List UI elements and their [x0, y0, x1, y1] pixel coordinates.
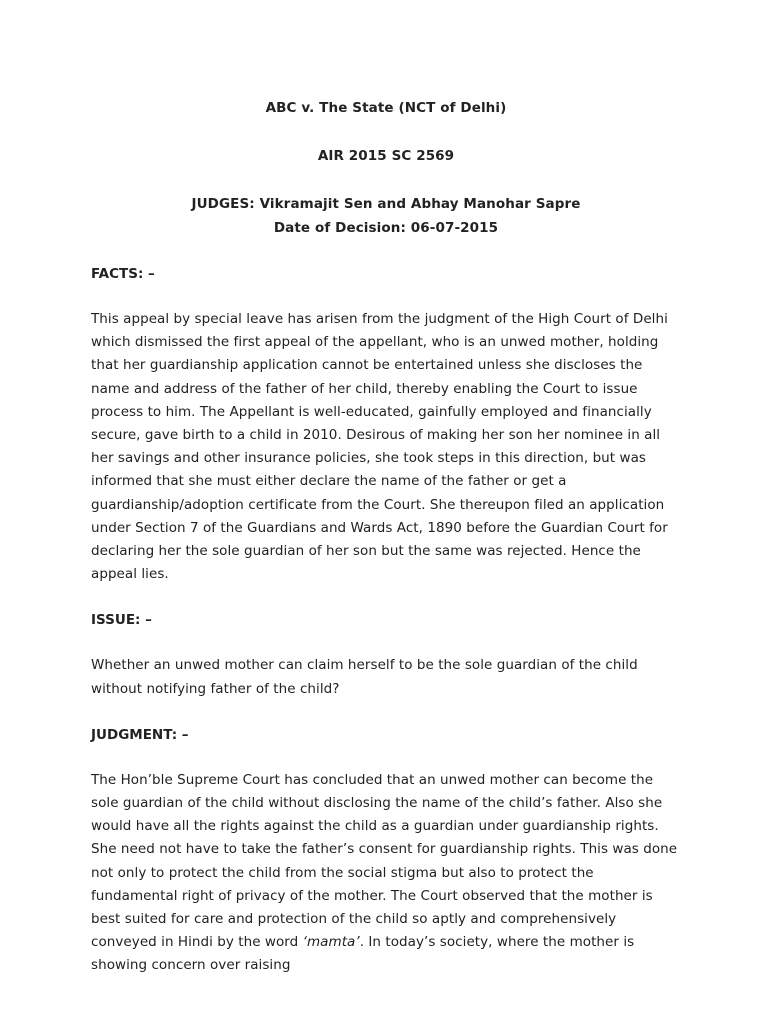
judgment-heading: JUDGMENT: – — [91, 726, 189, 743]
judgment-text-start: The Hon’ble Supreme Court has concluded that an unwed mother can become the sole guardian of the child without disclosing the name of the child’s father. Also she would have all the rights against the child as a guardian under guardianship rights. She need not have to take the father’s consent for guardianship rights. This was done not only to protect the child from the social stigma but also to protect the fundamental right of privacy of the mother. The Court observed that the mother is best suited for care and protection of the child so aptly and comprehensively conveyed in Hindi by the word — [91, 771, 678, 951]
case-judges: JUDGES: Vikramajit Sen and Abhay Manohar Sapre — [191, 196, 581, 212]
case-title: ABC v. The State (NCT of Delhi) — [265, 100, 507, 116]
document-page — [91, 96, 681, 978]
facts-heading: FACTS: – — [91, 266, 155, 282]
case-citation: AIR 2015 SC 2569 — [317, 148, 455, 164]
facts-paragraph: This appeal by special leave has arisen from the judgment of the High Court of Delhi which dismissed the first appeal of the appellant, who is an unwed mother, holding that her guardianship application cannot be entertained unless she discloses the name and address of the father of her child, thereby enabling the Court to issue process to him. The Appellant is well-educated, gainfully employed and financially secure, gave birth to a child in 2010. Desirous of making her son her nominee in all her savings and other insurance policies, she took steps in this direction, but was informed that she must either declare the name of the father or get a guardianship/adoption certificate from the Court. She thereupon filed an application under Section 7 of the Guardians and Wards Act, 1890 before the Guardian Court for declaring her the sole guardian of her son but the same was rejected. Hence the appeal lies. — [91, 311, 668, 583]
issue-paragraph: Whether an unwed mother can claim herself to be the sole guardian of the child without notifying father of the child? — [91, 657, 638, 697]
judgment-text-end: . In today’s society, where the mother is showing concern over raising — [91, 934, 635, 974]
judgment-emphasis-word: ‘mamta’ — [302, 934, 360, 951]
issue-heading: ISSUE: – — [91, 612, 152, 629]
decision-date: Date of Decision: 06-07-2015 — [273, 220, 499, 236]
judgment-paragraph — [91, 769, 681, 978]
